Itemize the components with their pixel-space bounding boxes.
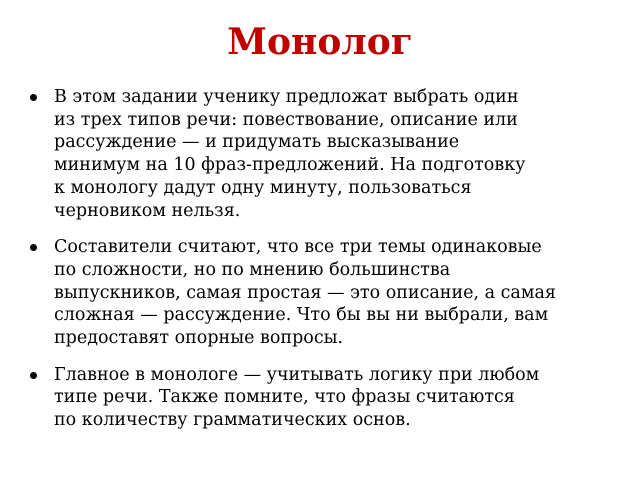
bullet-item	[30, 364, 605, 432]
bullet-text: Главное в монологе — учитывать логику при любом типе речи. Также помните, что фразы считаются по количеству грамматических основ.	[54, 364, 540, 431]
bullet-dot-icon	[30, 244, 37, 251]
bullet-item	[30, 86, 605, 222]
slide-title: Монолог	[227, 21, 413, 63]
bullet-dot-icon	[30, 372, 37, 379]
bullet-dot-icon	[30, 94, 37, 101]
bullet-text: В этом задании ученику предложат выбрать один из трех типов речи: повествование, описание или рассуждение — и придумать высказывание минимум на 10 фраз-предложений. На подготовку к монологу дадут одну минуту, пользоваться черновиком нельзя.	[54, 87, 526, 221]
bullet-list	[30, 86, 605, 446]
bullet-item	[30, 236, 605, 350]
bullet-text: Составители считают, что все три темы одинаковые по сложности, но по мнению большинства выпускников, самая простая — это описание, а самая сложная — рассуждение. Что бы вы ни выбрали, вам предоставят опорные вопросы.	[54, 237, 556, 349]
